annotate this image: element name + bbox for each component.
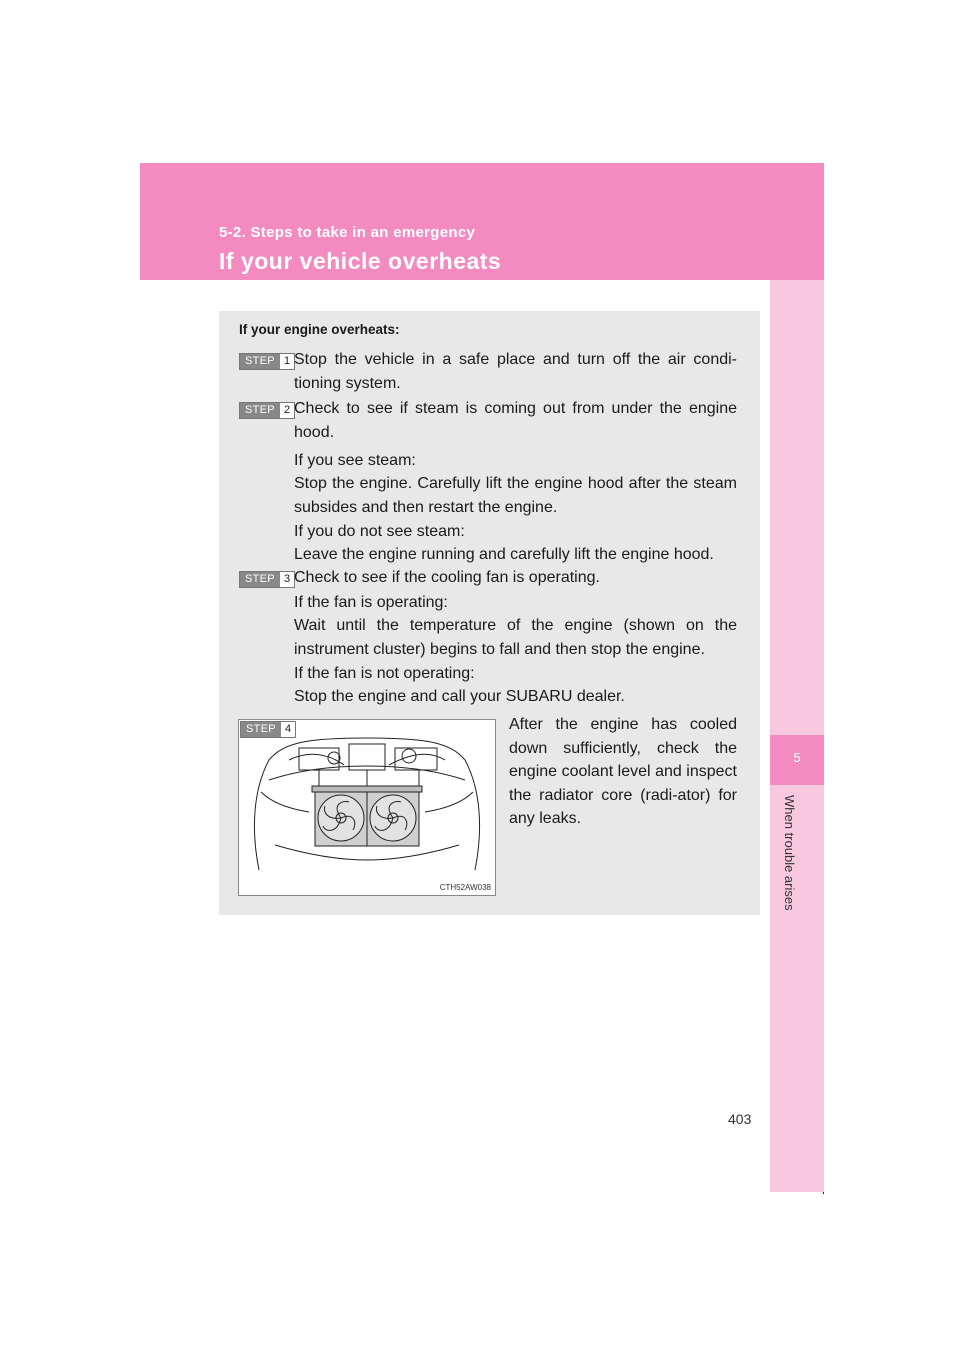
chapter-title: When trouble arises <box>782 795 797 911</box>
chapter-tab-active <box>770 735 824 785</box>
step-number: 2 <box>283 404 291 416</box>
step-3-case-2-action: Stop the engine and call your SUBARU dealer. <box>294 688 625 705</box>
intro-heading: If your engine overheats: <box>239 322 400 337</box>
step-label: STEP <box>240 403 280 418</box>
step-3-case-1-condition: If the fan is operating: <box>294 594 448 611</box>
step-number: 3 <box>283 573 291 585</box>
engine-bay-illustration <box>238 719 496 896</box>
step-2-case-1-action: Stop the engine. Carefully lift the engine hood after the steam subsides and then restart the engine. <box>294 475 737 516</box>
chapter-side-tab <box>770 280 824 1192</box>
step-3-text: Check to see if the cooling fan is operating. <box>294 569 600 586</box>
step-2-text: Check to see if steam is coming out from under the engine hood. <box>294 400 737 441</box>
step-label: STEP <box>240 572 280 587</box>
step-label: STEP <box>241 722 281 737</box>
step-1-badge <box>239 353 295 370</box>
step-3-case-2-condition: If the fan is not operating: <box>294 665 475 682</box>
step-2-badge <box>239 402 295 419</box>
step-3-case-1-action: Wait until the temperature of the engine (shown on the instrument cluster) begins to fall and then stop the engine. <box>294 617 737 658</box>
step-4-text: After the engine has cooled down sufficiently, check the engine coolant level and inspect the radiator core (radi-ator) for any leaks. <box>509 716 737 827</box>
step-2-case-1-condition: If you see steam: <box>294 452 416 469</box>
step-number: 4 <box>284 723 292 735</box>
page-title: If your vehicle overheats <box>219 248 502 274</box>
radiator-fan-drawing <box>239 720 495 895</box>
page-number: 403 <box>728 1111 752 1127</box>
procedure-panel <box>219 311 760 915</box>
chapter-number: 5 <box>793 750 801 765</box>
step-3-badge <box>239 571 295 588</box>
step-2-case-2-condition: If you do not see steam: <box>294 523 465 540</box>
step-1-text: Stop the vehicle in a safe place and turn off the air condi-tioning system. <box>294 351 737 392</box>
step-2-case-2-action: Leave the engine running and carefully lift the engine hood. <box>294 546 714 563</box>
step-label: STEP <box>240 354 280 369</box>
page-header <box>140 163 824 280</box>
section-label: 5-2. Steps to take in an emergency <box>219 224 476 241</box>
step-number: 1 <box>283 355 291 367</box>
illustration-code: CTH52AW038 <box>439 883 491 892</box>
